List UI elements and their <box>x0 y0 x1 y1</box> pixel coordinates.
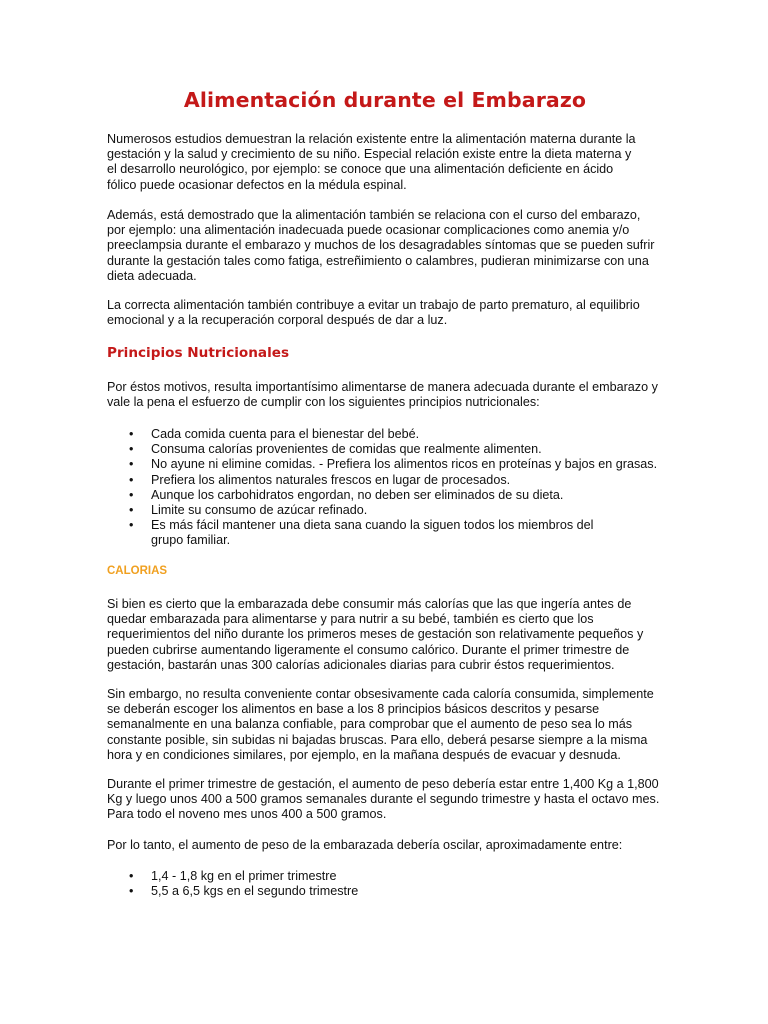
list-item <box>107 488 621 503</box>
intro-paragraph-1: Numerosos estudios demuestran la relación existente entre la alimentación materna durante la gestación y la salud y crecimiento de su niño. Especial relación existe entre la dieta materna y el desarrollo neurológico, por ejemplo: se conoce que una alimentación deficiente en ácido fólico puede ocasionar defectos en la médula espinal. <box>107 132 636 192</box>
list-item-text: Consuma calorías provenientes de comidas que realmente alimenten. <box>151 442 542 457</box>
calorias-heading: CALORIAS <box>107 565 168 577</box>
list-item-text: No ayune ni elimine comidas. - Prefiera los alimentos ricos en proteínas y bajos en grasas. <box>151 457 658 472</box>
calorias-list <box>107 869 621 899</box>
list-item-text: 5,5 a 6,5 kgs en el segundo trimestre <box>151 884 359 899</box>
bullet-icon: • <box>129 457 134 472</box>
intro-paragraph-3: La correcta alimentación también contribuye a evitar un trabajo de parto prematuro, al equilibrio emocional y a la recuperación corporal después de dar a luz. <box>107 298 640 328</box>
document-title: Alimentación durante el Embarazo <box>183 88 587 112</box>
list-item <box>107 518 621 548</box>
list-item <box>107 869 621 884</box>
bullet-icon: • <box>129 442 134 457</box>
calorias-paragraph-2: Sin embargo, no resulta conveniente contar obsesivamente cada caloría consumida, simplemente se deberán escoger los alimentos en base a los 8 principios básicos descritos y pesarse semanalmente en una balanza confiable, para comprobar que el aumento de peso sea lo más constante posible, sin subidas ni bajadas bruscas. Para ello, deberá pesarse siempre a la misma hora y en condiciones similares, por ejemplo, en la mañana después de evacuar y desnuda. <box>107 687 654 762</box>
principios-paragraph: Por éstos motivos, resulta importantísimo alimentarse de manera adecuada durante el embarazo y vale la pena el esfuerzo de cumplir con los siguientes principios nutricionales: <box>107 380 658 410</box>
list-item-text: 1,4 - 1,8 kg en el primer trimestre <box>151 869 337 883</box>
list-item-text: Cada comida cuenta para el bienestar del bebé. <box>151 427 420 441</box>
bullet-icon: • <box>129 884 134 899</box>
principios-heading: Principios Nutricionales <box>107 345 290 361</box>
list-item <box>107 884 621 899</box>
list-item <box>107 442 621 457</box>
bullet-icon: • <box>129 427 134 441</box>
bullet-icon: • <box>129 472 134 487</box>
list-item <box>107 503 621 518</box>
calorias-paragraph-3: Durante el primer trimestre de gestación, el aumento de peso debería estar entre 1,400 Kg a 1,800 Kg y luego unos 400 a 500 gramos semanales durante el segundo trimestre y hasta el octavo mes. Para todo el noveno mes unos 400 a 500 gramos. <box>107 777 660 822</box>
bullet-icon: • <box>129 503 134 518</box>
bullet-icon: • <box>129 869 134 883</box>
principios-list <box>107 427 658 549</box>
list-item-text: Aunque los carbohidratos engordan, no deben ser eliminados de su dieta. <box>151 487 564 502</box>
intro-paragraph-2: Además, está demostrado que la alimentación también se relaciona con el curso del embarazo, por ejemplo: una alimentación inadecuada puede ocasionar complicaciones como anemia y/o preeclampsia durante el embarazo y muchos de los desagradables síntomas que se pueden sufrir durante la gestación tales como fatiga, estreñimiento o calambres, pudieran minimizarse con una dieta adecuada. <box>107 208 655 283</box>
list-item <box>107 473 621 488</box>
list-item-text: Prefiera los alimentos naturales frescos en lugar de procesados. <box>151 472 511 487</box>
calorias-paragraph-4: Por lo tanto, el aumento de peso de la embarazada debería oscilar, aproximadamente entre: <box>107 838 623 852</box>
calorias-paragraph-1: Si bien es cierto que la embarazada debe consumir más calorías que las que ingería antes de quedar embarazada para alimentarse y para nutrir a su bebé, también es cierto que los requerimientos del niño durante los primeros meses de gestación son relativamente pequeños y pueden cubrirse aumentando ligeramente el consumo calórico. Durante el primer trimestre de gestación, bastarán unas 300 calorías adicionales diarias para cubrir éstos requerimientos. <box>107 597 644 672</box>
list-item-text: Es más fácil mantener una dieta sana cuando la siguen todos los miembros del grupo familiar. <box>151 518 594 548</box>
list-item <box>107 427 621 442</box>
list-item-text: Limite su consumo de azúcar refinado. <box>151 503 368 518</box>
bullet-icon: • <box>129 487 134 502</box>
bullet-icon: • <box>129 518 134 533</box>
list-item <box>107 457 658 472</box>
